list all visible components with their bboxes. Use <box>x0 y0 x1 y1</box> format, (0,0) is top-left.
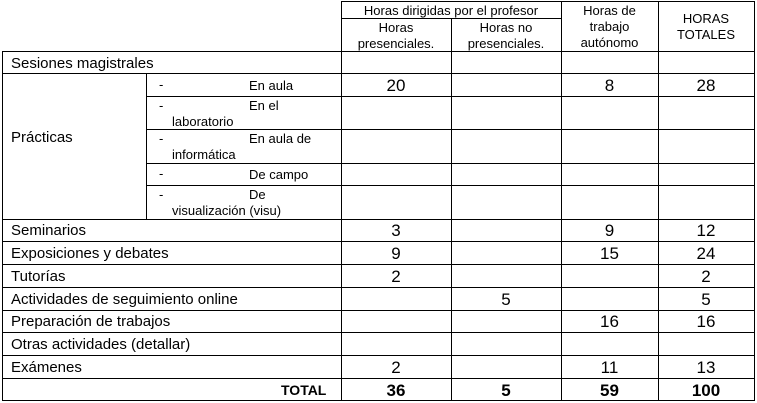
rule <box>451 18 452 401</box>
rule <box>341 1 755 2</box>
rule <box>2 355 755 356</box>
header-no-presenciales-line-1: Horas no <box>479 20 533 35</box>
sub-label-laboratorio-line-2: laboratorio <box>172 114 234 129</box>
rule <box>2 219 755 220</box>
header-totales-line-2: TOTALES <box>676 27 736 42</box>
header-autonomo-line-3: autónomo <box>580 35 639 50</box>
cell-exposiciones-total: 24 <box>696 244 716 263</box>
row-label-online: Actividades de seguimiento online <box>11 291 238 308</box>
rule <box>2 51 755 52</box>
rule <box>2 332 755 333</box>
hours-table <box>2 1 755 401</box>
sub-label-visu-line-1: De <box>249 187 266 202</box>
sub-dash: - <box>159 131 164 146</box>
row-label-exposiciones: Exposiciones y debates <box>11 245 169 262</box>
row-label-seminarios: Seminarios <box>11 222 87 239</box>
cell-en-aula-presenciales: 20 <box>386 76 406 95</box>
cell-total-autonomo: 59 <box>600 381 619 400</box>
cell-tutorias-total: 2 <box>701 267 711 286</box>
rule <box>2 241 755 242</box>
sub-label-laboratorio-line-1: En el <box>249 98 279 113</box>
sub-label-visu-line-2: visualización (visu) <box>172 203 282 218</box>
header-presenciales-line-1: Horas <box>378 20 414 35</box>
rule <box>658 1 659 401</box>
sub-dash: - <box>159 98 164 113</box>
cell-en-aula-total: 28 <box>696 76 716 95</box>
header-presenciales-line-2: presenciales. <box>357 36 435 51</box>
sub-dash: - <box>159 187 164 202</box>
sub-dash: - <box>159 166 164 181</box>
cell-seminarios-autonomo: 9 <box>604 221 615 240</box>
header-autonomo-line-2: trabajo <box>589 19 630 34</box>
row-label-sesiones: Sesiones magistrales <box>11 55 154 72</box>
rule <box>2 287 755 288</box>
sub-label-informatica-line-2: informática <box>172 147 236 162</box>
cell-trabajos-total: 16 <box>696 312 716 331</box>
cell-examenes-autonomo: 11 <box>600 358 619 377</box>
sub-label-de-campo: De campo <box>249 167 309 182</box>
rule <box>2 73 755 74</box>
row-label-total: TOTAL <box>281 382 327 398</box>
cell-online-total: 5 <box>701 290 711 309</box>
cell-online-no-presenciales: 5 <box>501 290 511 309</box>
cell-total-total: 100 <box>691 381 721 400</box>
header-no-presenciales-line-2: presenciales. <box>467 36 545 51</box>
rule <box>754 1 755 401</box>
row-label-otras: Otras actividades (detallar) <box>11 336 191 353</box>
rule <box>2 51 3 401</box>
cell-seminarios-presenciales: 3 <box>391 221 401 240</box>
rule <box>2 378 755 379</box>
header-autonomo-line-1: Horas de <box>583 3 636 18</box>
cell-exposiciones-presenciales: 9 <box>391 244 401 263</box>
row-label-tutorias: Tutorías <box>11 268 66 285</box>
rule <box>341 1 342 401</box>
cell-exposiciones-autonomo: 15 <box>600 244 619 263</box>
header-group-title: Horas dirigidas por el profesor <box>363 3 539 18</box>
rule <box>2 264 755 265</box>
cell-total-presenciales: 36 <box>386 381 406 400</box>
rule <box>2 310 755 311</box>
rule <box>561 1 562 401</box>
header-totales-line-1: HORAS <box>682 11 730 26</box>
cell-tutorias-presenciales: 2 <box>391 267 401 286</box>
cell-seminarios-total: 12 <box>696 221 716 240</box>
cell-total-no-presenciales: 5 <box>501 381 511 400</box>
sub-dash: - <box>159 77 164 92</box>
row-label-practicas: Prácticas <box>11 129 73 146</box>
sub-label-informatica-line-1: En aula de <box>249 131 312 146</box>
rule <box>146 73 147 220</box>
cell-examenes-presenciales: 2 <box>391 358 401 377</box>
cell-trabajos-autonomo: 16 <box>600 312 619 331</box>
cell-en-aula-autonomo: 8 <box>604 76 615 95</box>
cell-examenes-total: 13 <box>696 358 716 377</box>
rule <box>2 400 755 401</box>
row-label-trabajos: Preparación de trabajos <box>11 313 171 330</box>
sub-label-en-aula: En aula <box>249 78 294 93</box>
row-label-examenes: Exámenes <box>11 359 82 376</box>
